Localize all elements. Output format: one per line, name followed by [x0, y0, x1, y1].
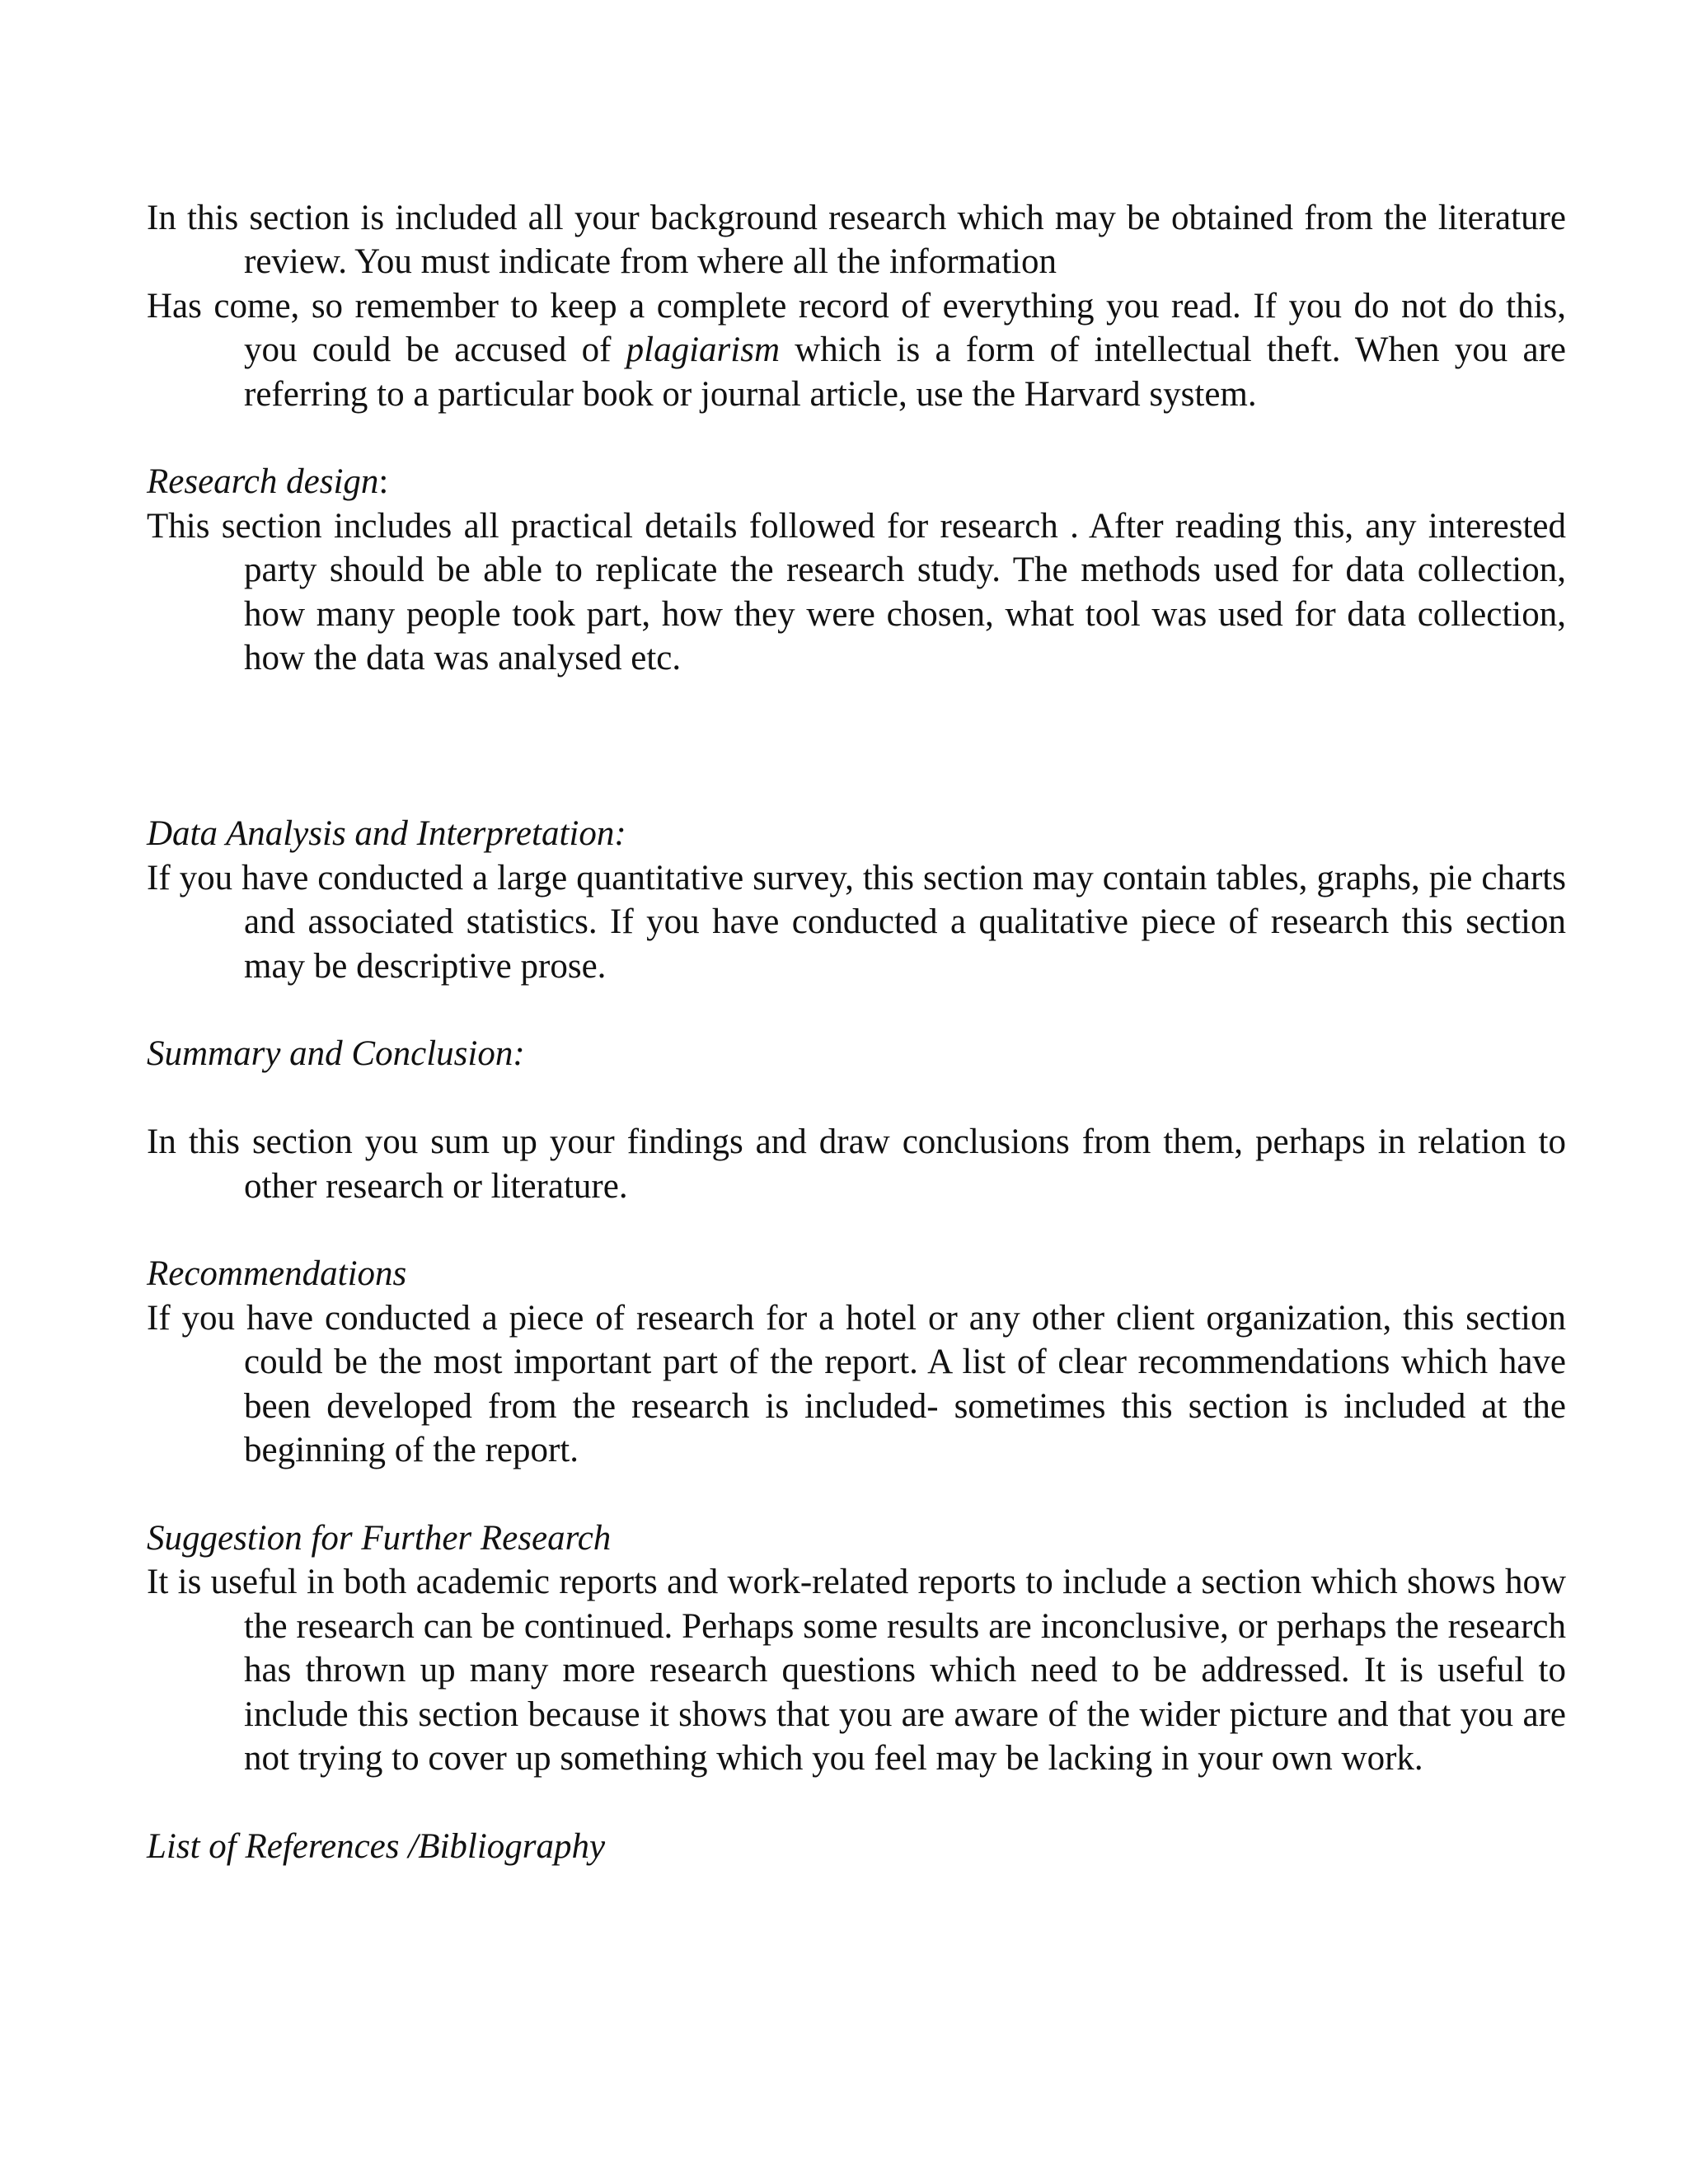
further-research-paragraph: It is useful in both academic reports and work-related reports to include a section which shows how the research can be continued. Perhaps some results are inconclusive, or perhaps the research has thrown up many more research questions which need to be addressed. It is useful to include this section because it shows that you are aware of the wider picture and that you are not trying to cover up something which you feel may be lacking in your own work. [147, 1563, 1566, 1778]
plagiarism-emphasis: plagiarism [626, 330, 781, 370]
background-paragraph-1: In this section is included all your background research which may be obtained from the literature review. You must indicate from where all the information [147, 199, 1566, 282]
recommendations-paragraph: If you have conducted a piece of research for a hotel or any other client organization, this section could be the most important part of the report. A list of clear recommendations which have been developed from the research is included- sometimes this section is included at the beginning of the report. [147, 1298, 1566, 1470]
research-design-heading [147, 460, 1566, 504]
references-heading: List of References /Bibliography [147, 1826, 606, 1866]
background-text-end: which is a form of intellectual theft. When you are referring to a particular book or journal article, use the Harvard system. [244, 330, 1567, 414]
background-text-start: Has come, so remember to keep a complete record of everything you read. If you do not do this, you could be accused of [147, 286, 1566, 370]
research-design-heading-colon: : [378, 462, 389, 502]
spacer [147, 1473, 1566, 1516]
spacer [147, 988, 1566, 1032]
summary-paragraph: In this section you sum up your findings and draw conclusions from them, perhaps in relation to other research or literature. [147, 1122, 1566, 1206]
spacer [147, 680, 1566, 812]
document-page [147, 196, 1566, 1868]
summary-heading: Summary and Conclusion: [147, 1034, 525, 1074]
spacer [147, 1208, 1566, 1252]
research-design-paragraph: This section includes all practical details followed for research . After reading this, any interested party should be able to replicate the research study. The methods used for data collection, how many people took part, how they were chosen, what tool was used for data collection, how the data was analysed etc. [147, 506, 1566, 678]
spacer [147, 416, 1566, 460]
data-analysis-paragraph: If you have conducted a large quantitative survey, this section may contain tables, graphs, pie charts and associated statistics. If you have conducted a qualitative piece of research this section may be descriptive prose. [147, 858, 1566, 986]
recommendations-heading: Recommendations [147, 1254, 407, 1294]
data-analysis-heading: Data Analysis and Interpretation: [147, 814, 626, 854]
spacer [147, 1076, 1566, 1120]
background-paragraph-2 [147, 284, 1566, 416]
spacer [147, 1780, 1566, 1824]
research-design-heading-text: Research design [147, 462, 379, 502]
further-research-heading: Suggestion for Further Research [147, 1518, 612, 1558]
